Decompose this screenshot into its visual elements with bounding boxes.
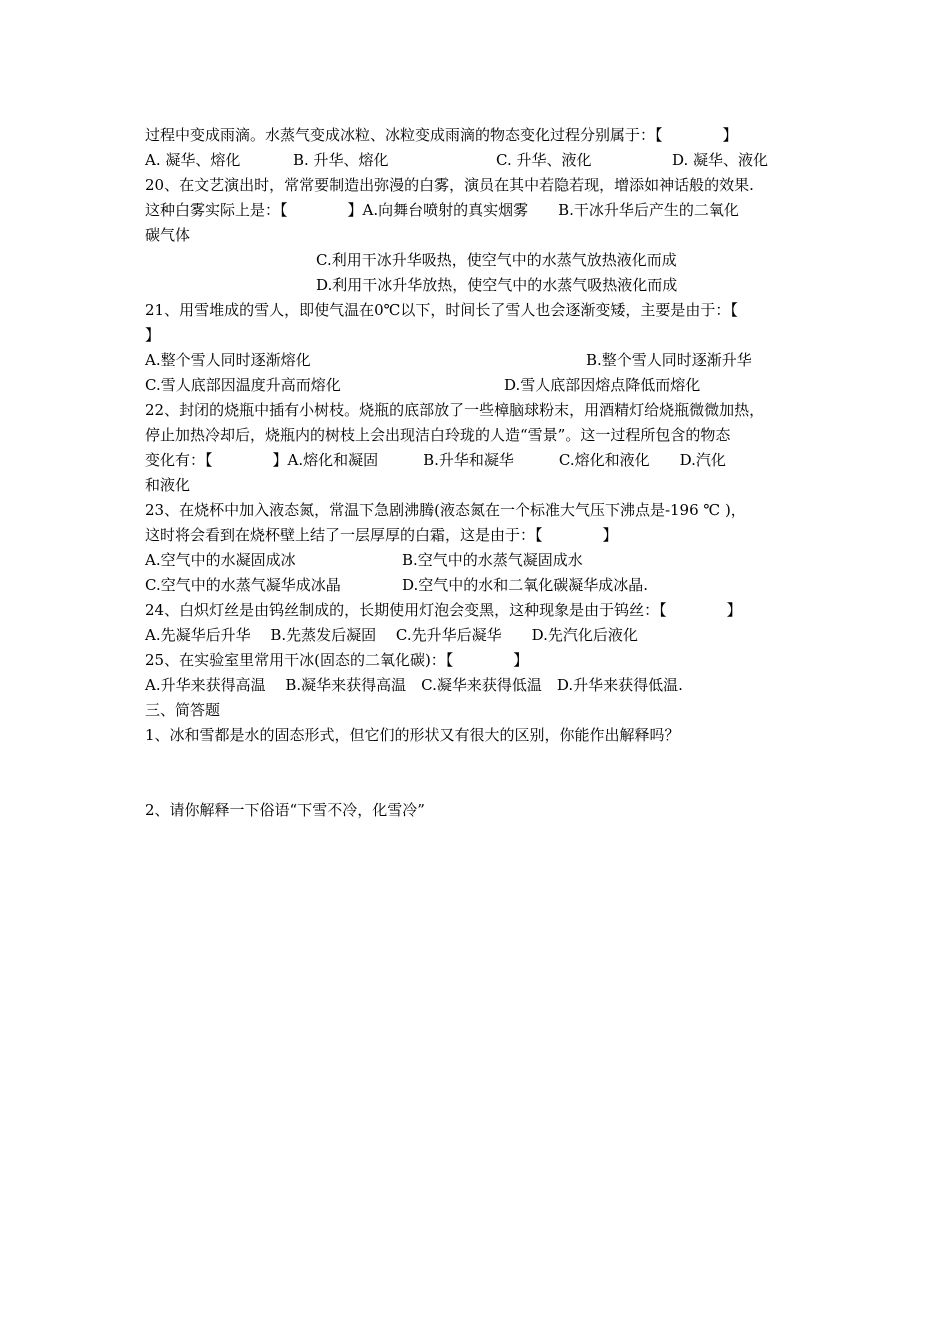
- q19-option-c: C. 升华、液化: [496, 151, 592, 169]
- q22-stem-line4: 和液化: [145, 476, 191, 494]
- q23-option-a: A.空气中的水凝固成冰: [145, 551, 296, 569]
- q22-stem-line2: 停止加热冷却后，烧瓶内的树枝上会出现洁白玲珑的人造“雪景”。这一过程所包含的物态: [145, 426, 731, 444]
- q23-stem-line2: 这时将会看到在烧杯壁上结了一层厚厚的白霜，这是由于：【 】: [145, 526, 618, 544]
- q22-stem-line3: 变化有：【 】A.熔化和凝固 B.升华和凝华 C.熔化和液化 D.汽化: [145, 451, 726, 469]
- q20-stem-line3: 碳气体: [145, 226, 191, 244]
- q23-option-b: B.空气中的水蒸气凝固成水: [402, 551, 583, 569]
- short-answer-q1: 1、冰和雪都是水的固态形式，但它们的形状又有很大的区别，你能作出解释吗？: [145, 726, 680, 744]
- section-heading-short-answer: 三、简答题: [145, 701, 221, 719]
- q23-stem-line1: 23、在烧杯中加入液态氮，常温下急剧沸腾(液态氮在一个标准大气压下沸点是-196 ℃ )，: [145, 501, 746, 519]
- q20-stem-line2: 这种白雾实际上是：【 】A.向舞台喷射的真实烟雾 B.干冰升华后产生的二氧化: [145, 201, 739, 219]
- q25-options: A.升华来获得高温 B.凝华来获得高温 C.凝华来获得低温 D.升华来获得低温.: [145, 676, 683, 694]
- q22-stem-line1: 22、封闭的烧瓶中插有小树枝。烧瓶的底部放了一些樟脑球粉末，用酒精灯给烧瓶微微加热，: [145, 401, 765, 419]
- q21-stem-line1: 21、用雪堆成的雪人，即使气温在0℃以下，时间长了雪人也会逐渐变矮，主要是由于：【: [145, 301, 738, 319]
- q24-stem-line: 24、白炽灯丝是由钨丝制成的，长期使用灯泡会变黑，这种现象是由于钨丝：【 】: [145, 601, 742, 619]
- q21-option-a: A.整个雪人同时逐渐熔化: [145, 351, 311, 369]
- q23-option-c: C.空气中的水蒸气凝华成冰晶: [145, 576, 341, 594]
- q21-option-b: B.整个雪人同时逐渐升华: [586, 351, 752, 369]
- q19-option-b: B. 升华、熔化: [293, 151, 389, 169]
- q20-option-d: D.利用干冰升华放热，使空气中的水蒸气吸热液化而成: [316, 276, 678, 294]
- q21-option-c: C.雪人底部因温度升高而熔化: [145, 376, 341, 394]
- q21-stem-line2: 】: [145, 326, 161, 344]
- q23-option-d: D.空气中的水和二氧化碳凝华成冰晶.: [402, 576, 649, 594]
- q19-option-d: D. 凝华、液化: [672, 151, 769, 169]
- q20-option-c: C.利用干冰升华吸热，使空气中的水蒸气放热液化而成: [316, 251, 677, 269]
- q25-stem-line: 25、在实验室里常用干冰(固态的二氧化碳)：【 】: [145, 651, 529, 669]
- q20-stem-line1: 20、在文艺演出时，常常要制造出弥漫的白雾，演员在其中若隐若现，增添如神话般的效果.: [145, 176, 754, 194]
- q19-stem-line: 过程中变成雨滴。水蒸气变成冰粒、冰粒变成雨滴的物态变化过程分别属于：【 】: [145, 126, 738, 144]
- q24-options: A.先凝华后升华 B.先蒸发后凝固 C.先升华后凝华 D.先汽化后液化: [145, 626, 638, 644]
- short-answer-q2: 2、请你解释一下俗语“下雪不冷，化雪冷”: [145, 801, 425, 819]
- q21-option-d: D.雪人底部因熔点降低而熔化: [504, 376, 701, 394]
- q19-option-a: A. 凝华、熔化: [145, 151, 241, 169]
